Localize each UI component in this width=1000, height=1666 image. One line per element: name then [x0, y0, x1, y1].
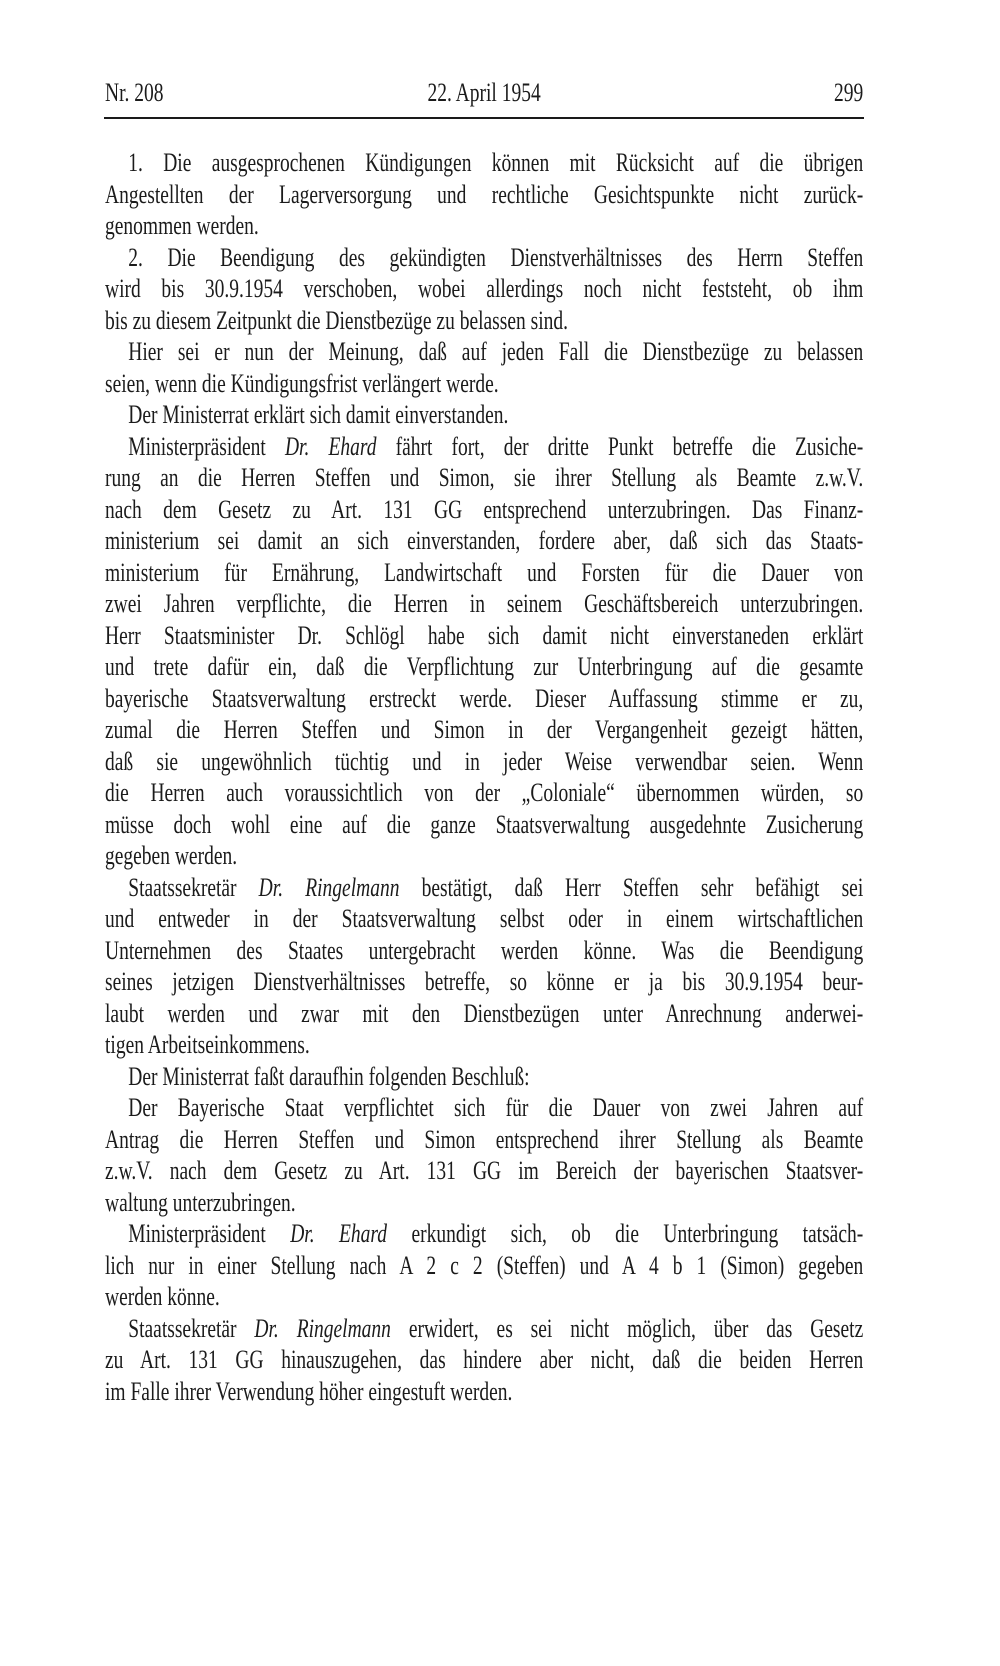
text-line: 1. Die ausgesprochenen Kündigungen können mit Rücksicht auf die übrigen [128, 148, 864, 177]
text-line: müsse doch wohl eine auf die ganze Staatsverwaltung ausgedehnte Zusicherung [105, 809, 864, 839]
paragraph [105, 431, 863, 872]
text-line: Ministerpräsident Dr. Ehard fährt fort, der dritte Punkt betreffe die Zusiche- [128, 431, 864, 461]
text-line: und trete dafür ein, daß die Verpflichtung zur Unterbringung auf die gesamte [105, 652, 864, 681]
text-line: zu Art. 131 GG hinauszugehen, das hindere aber nicht, daß die beiden Herren [105, 1345, 864, 1374]
text-line: und entweder in der Staatsverwaltung selbst oder in einem wirtschaftlichen [105, 904, 864, 933]
text-line: Unternehmen des Staates untergebracht werden könne. Was die Beendigung [105, 935, 864, 965]
text-line: Angestellten der Lagerversorgung und rechtliche Gesichtspunkte nicht zurück- [105, 179, 864, 209]
text-line: lich nur in einer Stellung nach A 2 c 2 (Steffen) und A 4 b 1 (Simon) gegeben [105, 1250, 864, 1280]
text-line: nach dem Gesetz zu Art. 131 GG entsprechend unterzubringen. Das Finanz- [105, 494, 864, 524]
text-line: werden könne. [105, 1282, 220, 1311]
text-line: im Falle ihrer Verwendung höher eingestuft werden. [105, 1376, 513, 1406]
page-header [105, 79, 863, 109]
paragraph [105, 336, 863, 399]
text-line: Ministerpräsident Dr. Ehard erkundigt sich, ob die Unterbringung tatsäch- [128, 1219, 864, 1248]
text-line: zumal die Herren Steffen und Simon in der Vergangenheit gezeigt hätten, [105, 715, 864, 744]
text-line: Der Ministerrat faßt daraufhin folgenden Beschluß: [128, 1061, 530, 1091]
text-line: seines jetzigen Dienstverhältnisses betreffe, so könne er ja bis 30.9.1954 beur- [105, 967, 864, 996]
text-line: ministerium sei damit an sich einverstanden, fordere aber, daß sich das Staats- [105, 526, 864, 555]
text-line: Herr Staatsminister Dr. Schlögl habe sich damit nicht einverstaneden erklärt [105, 620, 864, 650]
paragraph [105, 242, 863, 337]
text-line: genommen werden. [105, 211, 259, 240]
paragraph [105, 147, 863, 242]
document-number: Nr. 208 [105, 78, 164, 107]
paragraph [105, 1061, 863, 1093]
text-line: zwei Jahren verpflichte, die Herren in seinem Geschäftsbereich unterzubringen. [105, 589, 864, 618]
page-number: 299 [834, 78, 864, 107]
paragraph [105, 399, 863, 431]
text-line: seien, wenn die Kündigungsfrist verlängert werde. [105, 368, 499, 398]
paragraph [105, 1218, 863, 1313]
document-body [105, 147, 863, 1407]
header-date: 22. April 1954 [427, 78, 541, 107]
header-rule [104, 117, 864, 119]
text-line: Hier sei er nun der Meinung, daß auf jeden Fall die Dienstbezüge zu belassen [128, 337, 864, 366]
text-line: Antrag die Herren Steffen und Simon entsprechend ihrer Stellung als Beamte [105, 1124, 864, 1154]
text-line: Der Ministerrat erklärt sich damit einverstanden. [128, 400, 509, 429]
text-line: gegeben werden. [105, 841, 238, 870]
text-line: daß sie ungewöhnlich tüchtig und in jeder Weise verwendbar seien. Wenn [105, 746, 864, 776]
text-line: tigen Arbeitseinkommens. [105, 1030, 310, 1059]
text-line: z.w.V. nach dem Gesetz zu Art. 131 GG im Bereich der bayerischen Staatsver- [105, 1156, 864, 1185]
text-line: Staatssekretär Dr. Ringelmann bestätigt, daß Herr Steffen sehr befähigt sei [128, 872, 864, 902]
text-line: waltung unterzubringen. [105, 1187, 296, 1217]
paragraph [105, 1313, 863, 1408]
text-line: bayerische Staatsverwaltung erstreckt werde. Dieser Auffassung stimme er zu, [105, 683, 864, 713]
text-line: bis zu diesem Zeitpunkt die Dienstbezüge zu belassen sind. [105, 305, 569, 335]
paragraph [105, 1092, 863, 1218]
paragraph [105, 872, 863, 1061]
text-line: laubt werden und zwar mit den Dienstbezügen unter Anrechnung anderwei- [105, 998, 864, 1028]
text-line: Der Bayerische Staat verpflichtet sich für die Dauer von zwei Jahren auf [128, 1093, 864, 1122]
text-line: rung an die Herren Steffen und Simon, sie ihrer Stellung als Beamte z.w.V. [105, 463, 864, 492]
text-line: Staatssekretär Dr. Ringelmann erwidert, es sei nicht möglich, über das Gesetz [128, 1313, 864, 1343]
text-line: ministerium für Ernährung, Landwirtschaft und Forsten für die Dauer von [105, 557, 864, 587]
text-line: 2. Die Beendigung des gekündigten Dienstverhältnisses des Herrn Steffen [128, 242, 864, 272]
text-line: die Herren auch voraussichtlich von der „Coloniale“ übernommen würden, so [105, 778, 864, 807]
text-line: wird bis 30.9.1954 verschoben, wobei allerdings noch nicht feststeht, ob ihm [105, 274, 864, 303]
